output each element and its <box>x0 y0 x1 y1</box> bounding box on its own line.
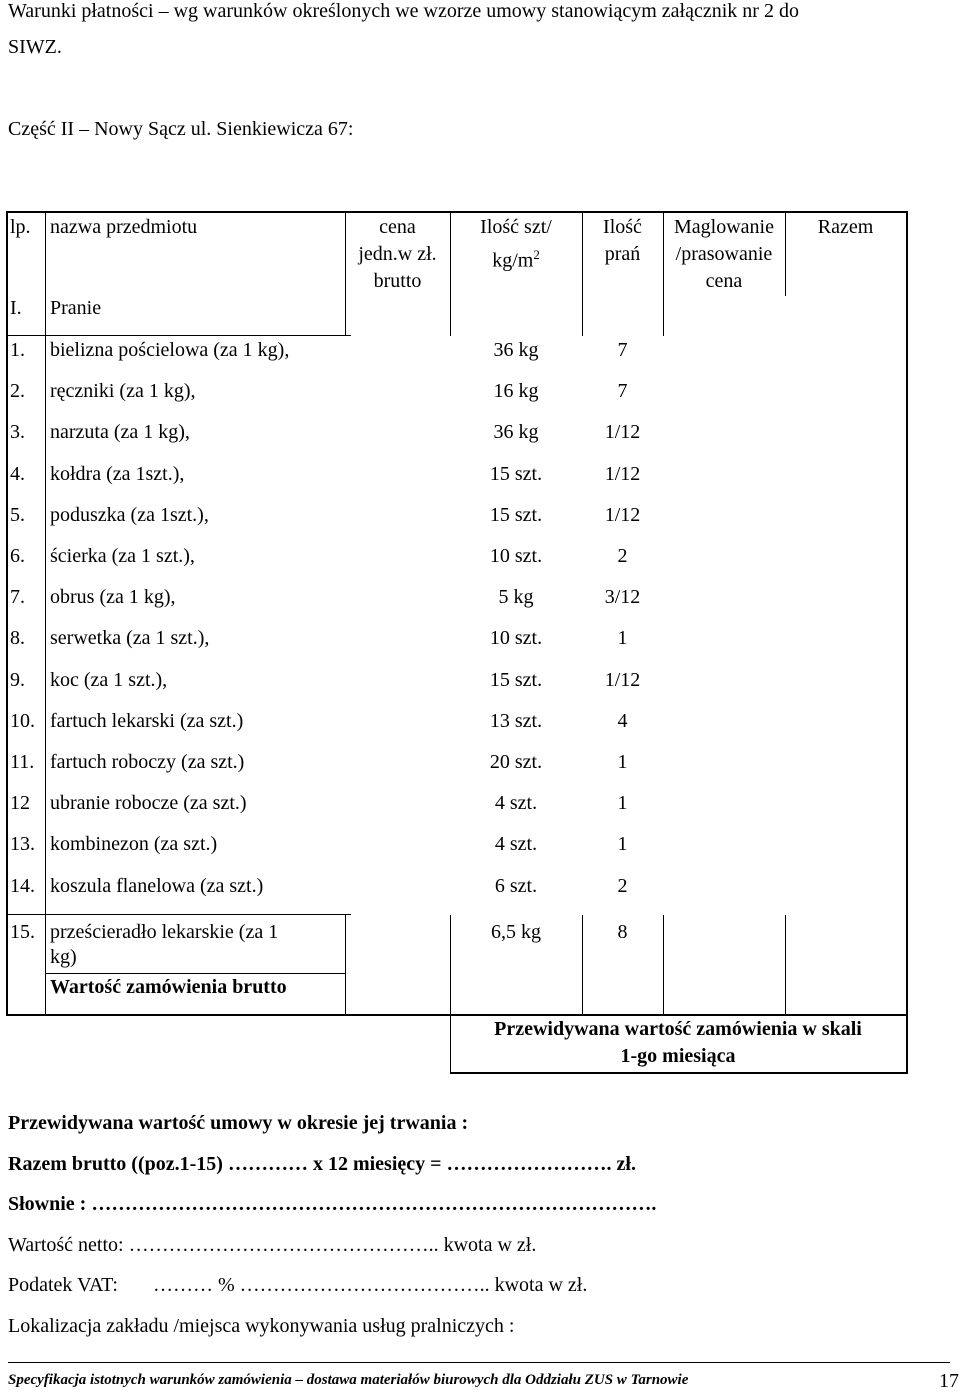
row15-washes: 8 <box>617 921 628 943</box>
header-washes-line-2: prań <box>604 243 641 265</box>
header-lp: lp. <box>10 216 31 238</box>
row-washes: 1/12 <box>604 503 641 526</box>
location-line: Lokalizacja zakładu /miejsca wykonywania usług pralniczych : <box>8 1315 515 1337</box>
row-washes: 3/12 <box>604 586 641 609</box>
row-number: 11. <box>10 751 35 773</box>
header-qty <box>450 214 582 275</box>
row-washes: 1/12 <box>604 421 641 444</box>
order-value-label: Wartość zamówienia brutto <box>50 976 287 998</box>
row-washes: 1 <box>617 627 628 650</box>
col-line-washes-row15 <box>663 915 664 1015</box>
row-name: kołdra (za 1szt.), <box>50 462 185 485</box>
monthly-value-label <box>450 1016 906 1070</box>
contract-value-label: Przewidywana wartość umowy w okresie jej trwania : <box>8 1112 469 1134</box>
group-number: I. <box>10 297 22 319</box>
header-qty-superscript: 2 <box>533 247 540 262</box>
row-name: ręczniki (za 1 kg), <box>50 380 196 403</box>
row-number: 4. <box>10 462 25 485</box>
row-washes: 1 <box>617 833 628 856</box>
header-price <box>345 214 450 295</box>
table-border-left <box>6 211 8 1015</box>
row-name: fartuch lekarski (za szt.) <box>50 709 244 732</box>
row15-number: 15. <box>10 921 35 943</box>
vat-line: Podatek VAT: ……… % ……………………………….. kwota w zł. <box>8 1274 588 1296</box>
header-washes-line-1: Ilość <box>603 216 642 238</box>
row-qty: 10 szt. <box>489 627 543 650</box>
row-name: poduszka (za 1szt.), <box>50 503 209 526</box>
row-qty: 4 szt. <box>494 833 538 856</box>
intro-line-1: Warunki płatności – wg warunków określonych we wzorze umowy stanowiącym załącznik nr 2 do <box>8 0 799 22</box>
header-name: nazwa przedmiotu <box>50 216 198 238</box>
monthly-box-bottom <box>450 1072 908 1074</box>
row-qty: 15 szt. <box>489 668 543 691</box>
row-washes: 4 <box>617 709 628 732</box>
col-line-lp <box>45 211 46 1015</box>
row-qty: 6 szt. <box>494 874 538 897</box>
row-number: 12 <box>10 792 30 815</box>
row-qty: 10 szt. <box>489 545 543 567</box>
row-name: serwetka (za 1 szt.), <box>50 627 210 650</box>
intro-line-2: SIWZ. <box>8 36 62 58</box>
monthly-value-line-1: Przewidywana wartość zamówienia w skali <box>494 1018 862 1040</box>
row-number: 14. <box>10 874 35 897</box>
row15-top <box>6 914 351 915</box>
row-qty: 16 kg <box>493 380 539 403</box>
table-border-right <box>906 211 908 1073</box>
col-line-mangle-row15 <box>785 915 786 1015</box>
row-qty: 13 szt. <box>489 709 543 732</box>
net-value-line: Wartość netto: ……………………………………….. kwota w zł. <box>8 1234 537 1256</box>
row-name: ścierka (za 1 szt.), <box>50 545 195 567</box>
row15-name-line-2: kg) <box>50 946 77 968</box>
gross-total-line: Razem brutto ((poz.1-15) ………… x 12 miesięcy = ……………………. zł. <box>8 1153 636 1175</box>
row-qty: 36 kg <box>493 339 539 361</box>
row-qty: 5 kg <box>498 586 534 609</box>
row-name: ubranie robocze (za szt.) <box>50 792 247 815</box>
row-number: 1. <box>10 339 25 361</box>
row-name: fartuch roboczy (za szt.) <box>50 751 245 773</box>
row15-qty: 6,5 kg <box>491 921 541 943</box>
header-price-line-2: jedn.w zł. <box>358 243 437 265</box>
header-mangle-line-3: cena <box>705 270 743 292</box>
row-washes: 1 <box>617 751 628 773</box>
row-washes: 1/12 <box>604 462 641 485</box>
row-number: 10. <box>10 709 35 732</box>
footer-rule <box>8 1362 950 1363</box>
row-number: 8. <box>10 627 25 650</box>
row-name: koszula flanelowa (za szt.) <box>50 874 264 897</box>
header-total: Razem <box>817 216 874 238</box>
header-qty-line-2 <box>450 241 582 275</box>
row-washes: 7 <box>617 380 628 403</box>
row-name: obrus (za 1 kg), <box>50 586 176 609</box>
row-number: 13. <box>10 833 35 856</box>
row-washes: 7 <box>617 339 628 361</box>
header-mangle-line-2: /prasowanie <box>675 243 773 265</box>
row-washes: 2 <box>617 874 628 897</box>
row-name: kombinezon (za szt.) <box>50 833 218 856</box>
table-border-top <box>6 211 907 213</box>
row-number: 7. <box>10 586 25 609</box>
header-price-line-3: brutto <box>373 270 422 292</box>
header-mangle <box>663 214 785 295</box>
row-number: 3. <box>10 421 25 444</box>
row-number: 6. <box>10 545 25 567</box>
header-qty-line-1: Ilość szt/ <box>480 216 552 238</box>
row15-name-line-1: prześcieradło lekarskie (za 1 <box>50 921 279 943</box>
header-separator <box>6 335 351 336</box>
row-qty: 36 kg <box>493 421 539 444</box>
header-qty-unit: kg/m <box>492 249 534 272</box>
row-name: koc (za 1 szt.), <box>50 668 168 691</box>
in-words-line: Słownie : …………………………………………………………………………. <box>8 1193 657 1215</box>
row-qty: 4 szt. <box>494 792 538 815</box>
row-qty: 20 szt. <box>489 751 543 773</box>
row-number: 5. <box>10 503 25 526</box>
row-number: 2. <box>10 380 25 403</box>
header-washes <box>582 214 663 268</box>
row-number: 9. <box>10 668 25 691</box>
section-title: Część II – Nowy Sącz ul. Sienkiewicza 67: <box>8 118 354 140</box>
header-price-line-1: cena <box>379 216 416 238</box>
monthly-value-line-2: 1-go miesiąca <box>620 1045 736 1067</box>
footer-text: Specyfikacja istotnych warunków zamówienia – dostawa materiałów biurowych dla Oddziału ZUS w Tarnowie <box>8 1372 689 1388</box>
group-label: Pranie <box>50 297 102 319</box>
row-name: narzuta (za 1 kg), <box>50 421 190 444</box>
row-washes: 1/12 <box>604 668 641 691</box>
row-washes: 1 <box>617 792 628 815</box>
header-mangle-line-1: Maglowanie <box>674 216 774 238</box>
row-qty: 15 szt. <box>489 503 543 526</box>
row-washes: 2 <box>617 545 628 567</box>
page-number: 17 <box>939 1370 959 1392</box>
col-line-name-row15 <box>345 915 346 1015</box>
row-name: bielizna pościelowa (za 1 kg), <box>50 339 290 361</box>
row-qty: 15 szt. <box>489 462 543 485</box>
